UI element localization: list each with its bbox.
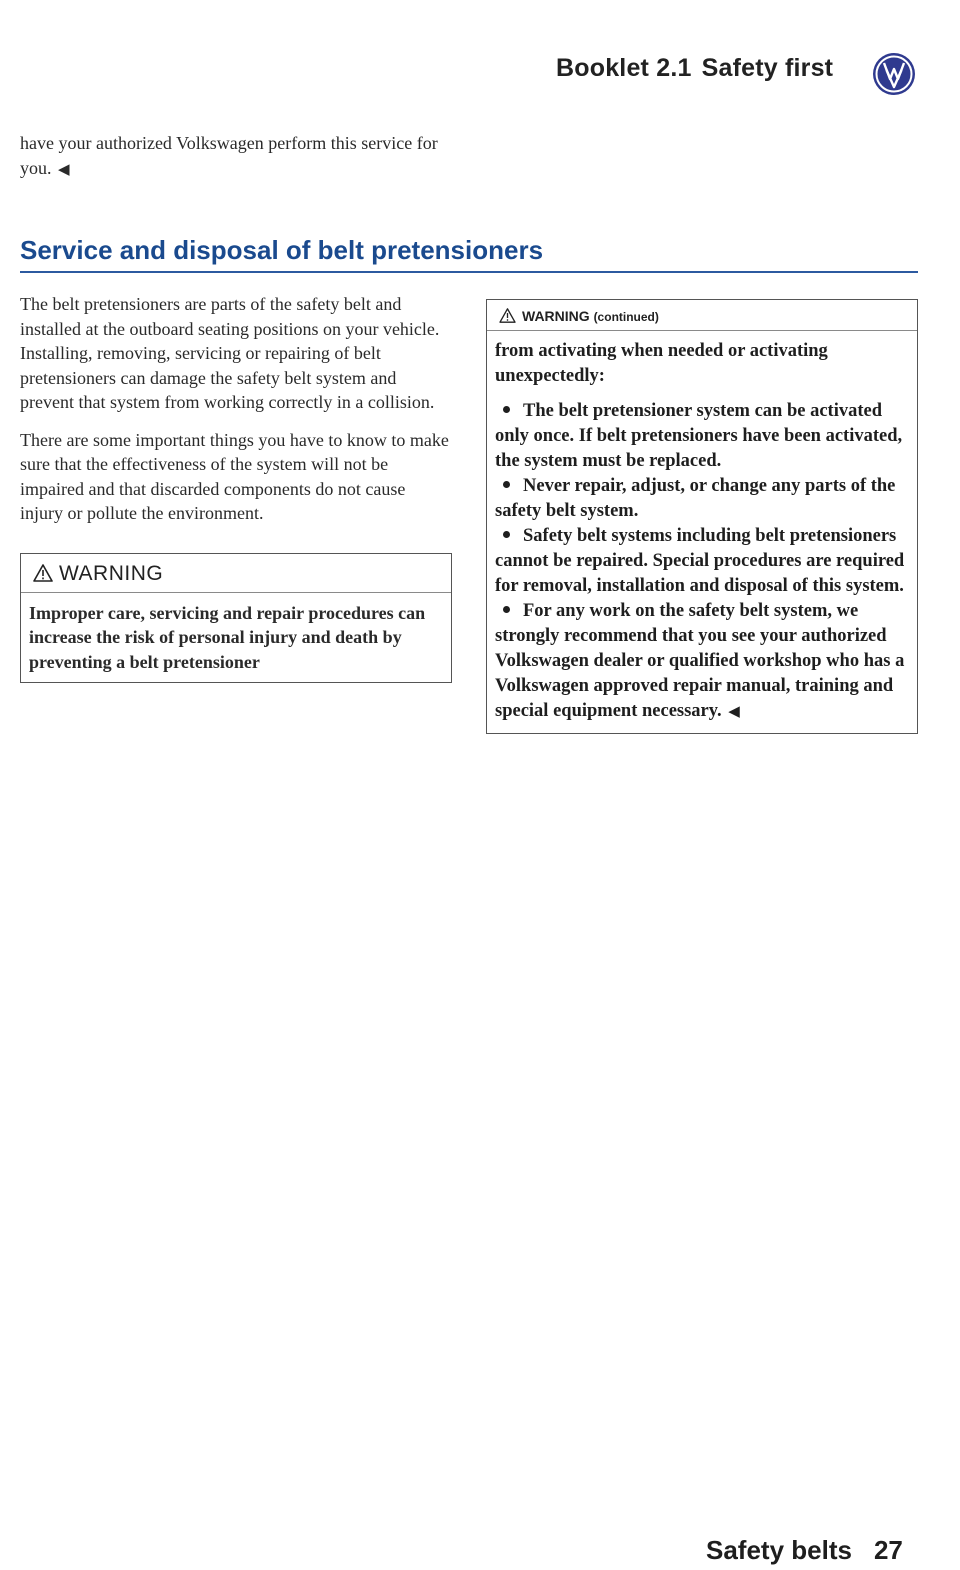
booklet-number: 2.1 xyxy=(656,54,692,82)
warning-box-left xyxy=(20,553,452,684)
warning-header-continued xyxy=(487,300,917,331)
list-item-text: Safety belt systems including belt pretensioners cannot be repaired. Special procedures are required for removal, installation and disposal of this system. xyxy=(495,526,905,596)
carry-over-text xyxy=(20,131,450,183)
list-item-text: For any work on the safety belt system, we strongly recommend that you see your authorized Volkswagen dealer or qualified workshop who has a Volkswagen approved repair manual, training and special equipment necessary. xyxy=(495,601,905,721)
list-item xyxy=(495,474,907,524)
vw-logo-icon xyxy=(872,52,916,96)
end-mark-icon: ◀ xyxy=(728,704,740,720)
list-item xyxy=(495,524,907,599)
list-item-text: Never repair, adjust, or change any parts of the safety belt system. xyxy=(495,476,896,521)
chapter-title: Safety belts xyxy=(706,1535,852,1565)
end-mark-icon: ◀ xyxy=(58,162,70,178)
list-item xyxy=(495,399,907,474)
intro-paragraph-1: The belt pretensioners are parts of the safety belt and installed at the outboard seating positions on your vehicle. Installing, removing, servicing or repairing of belt pretensioners can damage the safety belt system and prevent that system from working correctly in a collision. xyxy=(20,294,440,412)
warning-body-continued xyxy=(487,331,917,733)
warning-header xyxy=(21,554,451,593)
bullet-icon xyxy=(503,606,510,613)
warning-text: Improper care, servicing and repair procedures can increase the risk of personal injury and death by preventing a belt pretensioner xyxy=(29,602,426,672)
booklet-header xyxy=(556,54,833,83)
warning-box-right xyxy=(486,299,918,734)
list-item xyxy=(495,599,907,725)
carry-over-body: have your authorized Volkswagen perform this service for you. xyxy=(20,133,438,178)
warning-label: WARNING xyxy=(59,561,164,585)
bullet-icon xyxy=(503,531,510,538)
booklet-label: Booklet xyxy=(556,54,650,82)
bullet-icon xyxy=(503,406,510,413)
left-column xyxy=(20,292,452,683)
warning-triangle-icon xyxy=(499,308,516,323)
bullet-icon xyxy=(503,481,510,488)
continued-label: (continued) xyxy=(593,310,659,324)
warning-triangle-icon xyxy=(33,564,53,582)
booklet-title: Safety first xyxy=(701,54,834,82)
section-divider xyxy=(20,271,918,273)
page-footer xyxy=(706,1535,903,1566)
intro-paragraph-2: There are some important things you have to know to make sure that the effectiveness of the system will not be impaired and that discarded components do not cause injury or pollute the environment. xyxy=(20,429,449,523)
warning-lead-text: from activating when needed or activating unexpectedly: xyxy=(495,341,828,386)
warning-body xyxy=(21,593,451,683)
section-title: Service and disposal of belt pretensioners xyxy=(20,235,544,265)
list-item-text: The belt pretensioner system can be activated only once. If belt pretensioners have been activated, the system must be replaced. xyxy=(495,401,903,471)
warning-label-small: WARNING xyxy=(522,308,590,324)
page-number: 27 xyxy=(873,1535,903,1565)
